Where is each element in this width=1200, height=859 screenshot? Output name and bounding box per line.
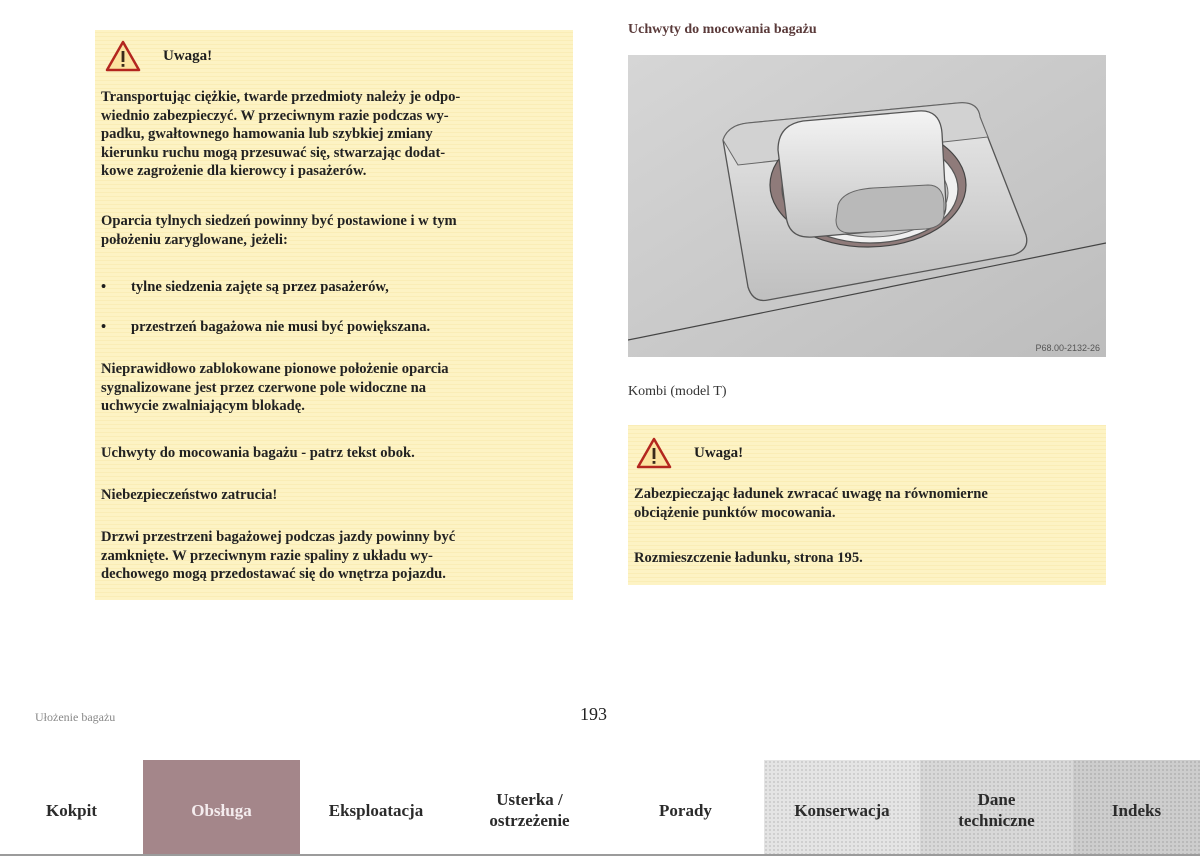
- text-line: dechowego mogą przedostawać się do wnętrza pojazdu.: [101, 566, 446, 582]
- tie-down-hook-illustration: [628, 55, 1106, 357]
- figure-caption: Kombi (model T): [628, 384, 727, 399]
- tab-label: Dane: [977, 790, 1016, 809]
- bullet-dot: •: [101, 279, 107, 295]
- text-line: Zabezpieczając ładunek zwracać uwagę na równomierne: [634, 486, 988, 502]
- tab-label: Kokpit: [45, 800, 98, 820]
- left-paragraph-3: [101, 360, 449, 416]
- bullet-text: przestrzeń bagażowa nie musi być powiększana.: [131, 319, 431, 335]
- left-paragraph-1: [101, 88, 460, 181]
- text-line: uchwycie zwalniającym blokadę.: [101, 398, 305, 414]
- text-line: położeniu zaryglowane, jeżeli:: [101, 231, 288, 248]
- text-line: Rozmieszczenie ładunku, strona 195.: [634, 550, 863, 566]
- chapter-nav: [0, 760, 1200, 856]
- tab-porady[interactable]: [607, 760, 764, 856]
- text-line: sygnalizowane jest przez czerwone pole widoczne na: [101, 379, 427, 396]
- tab-label: Usterka /: [496, 790, 563, 809]
- tab-kokpit[interactable]: [0, 760, 143, 856]
- text-line: Nieprawidłowo zablokowane pionowe położenie oparcia: [101, 361, 449, 377]
- right-warning-header: [636, 437, 743, 469]
- text-line: Drzwi przestrzeni bagażowej podczas jazdy powinny być: [101, 529, 456, 545]
- left-warning-box: [95, 30, 573, 600]
- text-line: zamknięte. W przeciwnym razie spaliny z układu wy-: [101, 547, 433, 564]
- text-line: Oparcia tylnych siedzeń powinny być postawione i w tym: [101, 213, 457, 229]
- tie-down-hook-figure: [628, 55, 1106, 357]
- bullet-item: [101, 318, 430, 337]
- bullet-text: tylne siedzenia zajęte są przez pasażerów,: [131, 279, 389, 295]
- right-paragraph-2: [634, 549, 863, 568]
- left-paragraph-2: [101, 212, 457, 249]
- tab-label: ostrzeżenie: [489, 811, 570, 830]
- left-warning-heading: Uwaga!: [163, 47, 213, 64]
- page-number: 193: [580, 704, 607, 724]
- bullet-item: [101, 278, 389, 297]
- bullet-dot: •: [101, 319, 107, 335]
- tab-obsluga[interactable]: [143, 760, 300, 856]
- text-line: obciążenie punktów mocowania.: [634, 504, 836, 521]
- section-title: Uchwyty do mocowania bagażu: [628, 22, 817, 37]
- tab-indeks[interactable]: [1073, 760, 1200, 856]
- warning-triangle-icon: [105, 40, 141, 72]
- text-line: wiednio zabezpieczyć. W przeciwnym razie podczas wy-: [101, 107, 449, 124]
- text-line: padku, gwałtownego hamowania lub szybkiej zmiany: [101, 126, 433, 142]
- nav-bottom-rule: [0, 854, 1200, 856]
- tab-label: Obsługa: [191, 800, 252, 820]
- right-warning-heading: Uwaga!: [694, 444, 744, 461]
- tab-label: Konserwacja: [794, 800, 890, 820]
- text-line: Transportując ciężkie, twarde przedmioty należy je odpo-: [101, 89, 461, 105]
- figure-code: P68.00-2132-26: [1035, 343, 1100, 353]
- tab-label: techniczne: [958, 811, 1035, 830]
- text-line: Niebezpieczeństwo zatrucia!: [101, 487, 278, 503]
- text-line: Uchwyty do mocowania bagażu - patrz tekst obok.: [101, 445, 415, 461]
- right-warning-box: [628, 425, 1106, 585]
- footer-section-name: Ułożenie bagażu: [35, 710, 116, 724]
- tab-label: Eksploatacja: [328, 800, 424, 820]
- tab-konserwacja[interactable]: [764, 760, 920, 856]
- text-line: kierunku ruchu mogą przesuwać się, stwarzając dodat-: [101, 144, 446, 161]
- tab-dane-techniczne[interactable]: [920, 760, 1073, 856]
- right-paragraph-1: [634, 485, 988, 522]
- warning-triangle-icon: [636, 437, 672, 469]
- tab-label: Indeks: [1111, 800, 1162, 820]
- left-paragraph-6: [101, 528, 455, 584]
- left-paragraph-5: [101, 486, 277, 505]
- text-line: kowe zagrożenie dla kierowcy i pasażerów.: [101, 163, 367, 179]
- tab-label: Porady: [659, 800, 712, 820]
- tab-eksploatacja[interactable]: [300, 760, 452, 856]
- left-paragraph-4: [101, 444, 415, 463]
- tab-usterka[interactable]: [452, 760, 607, 856]
- left-warning-header: [105, 40, 212, 72]
